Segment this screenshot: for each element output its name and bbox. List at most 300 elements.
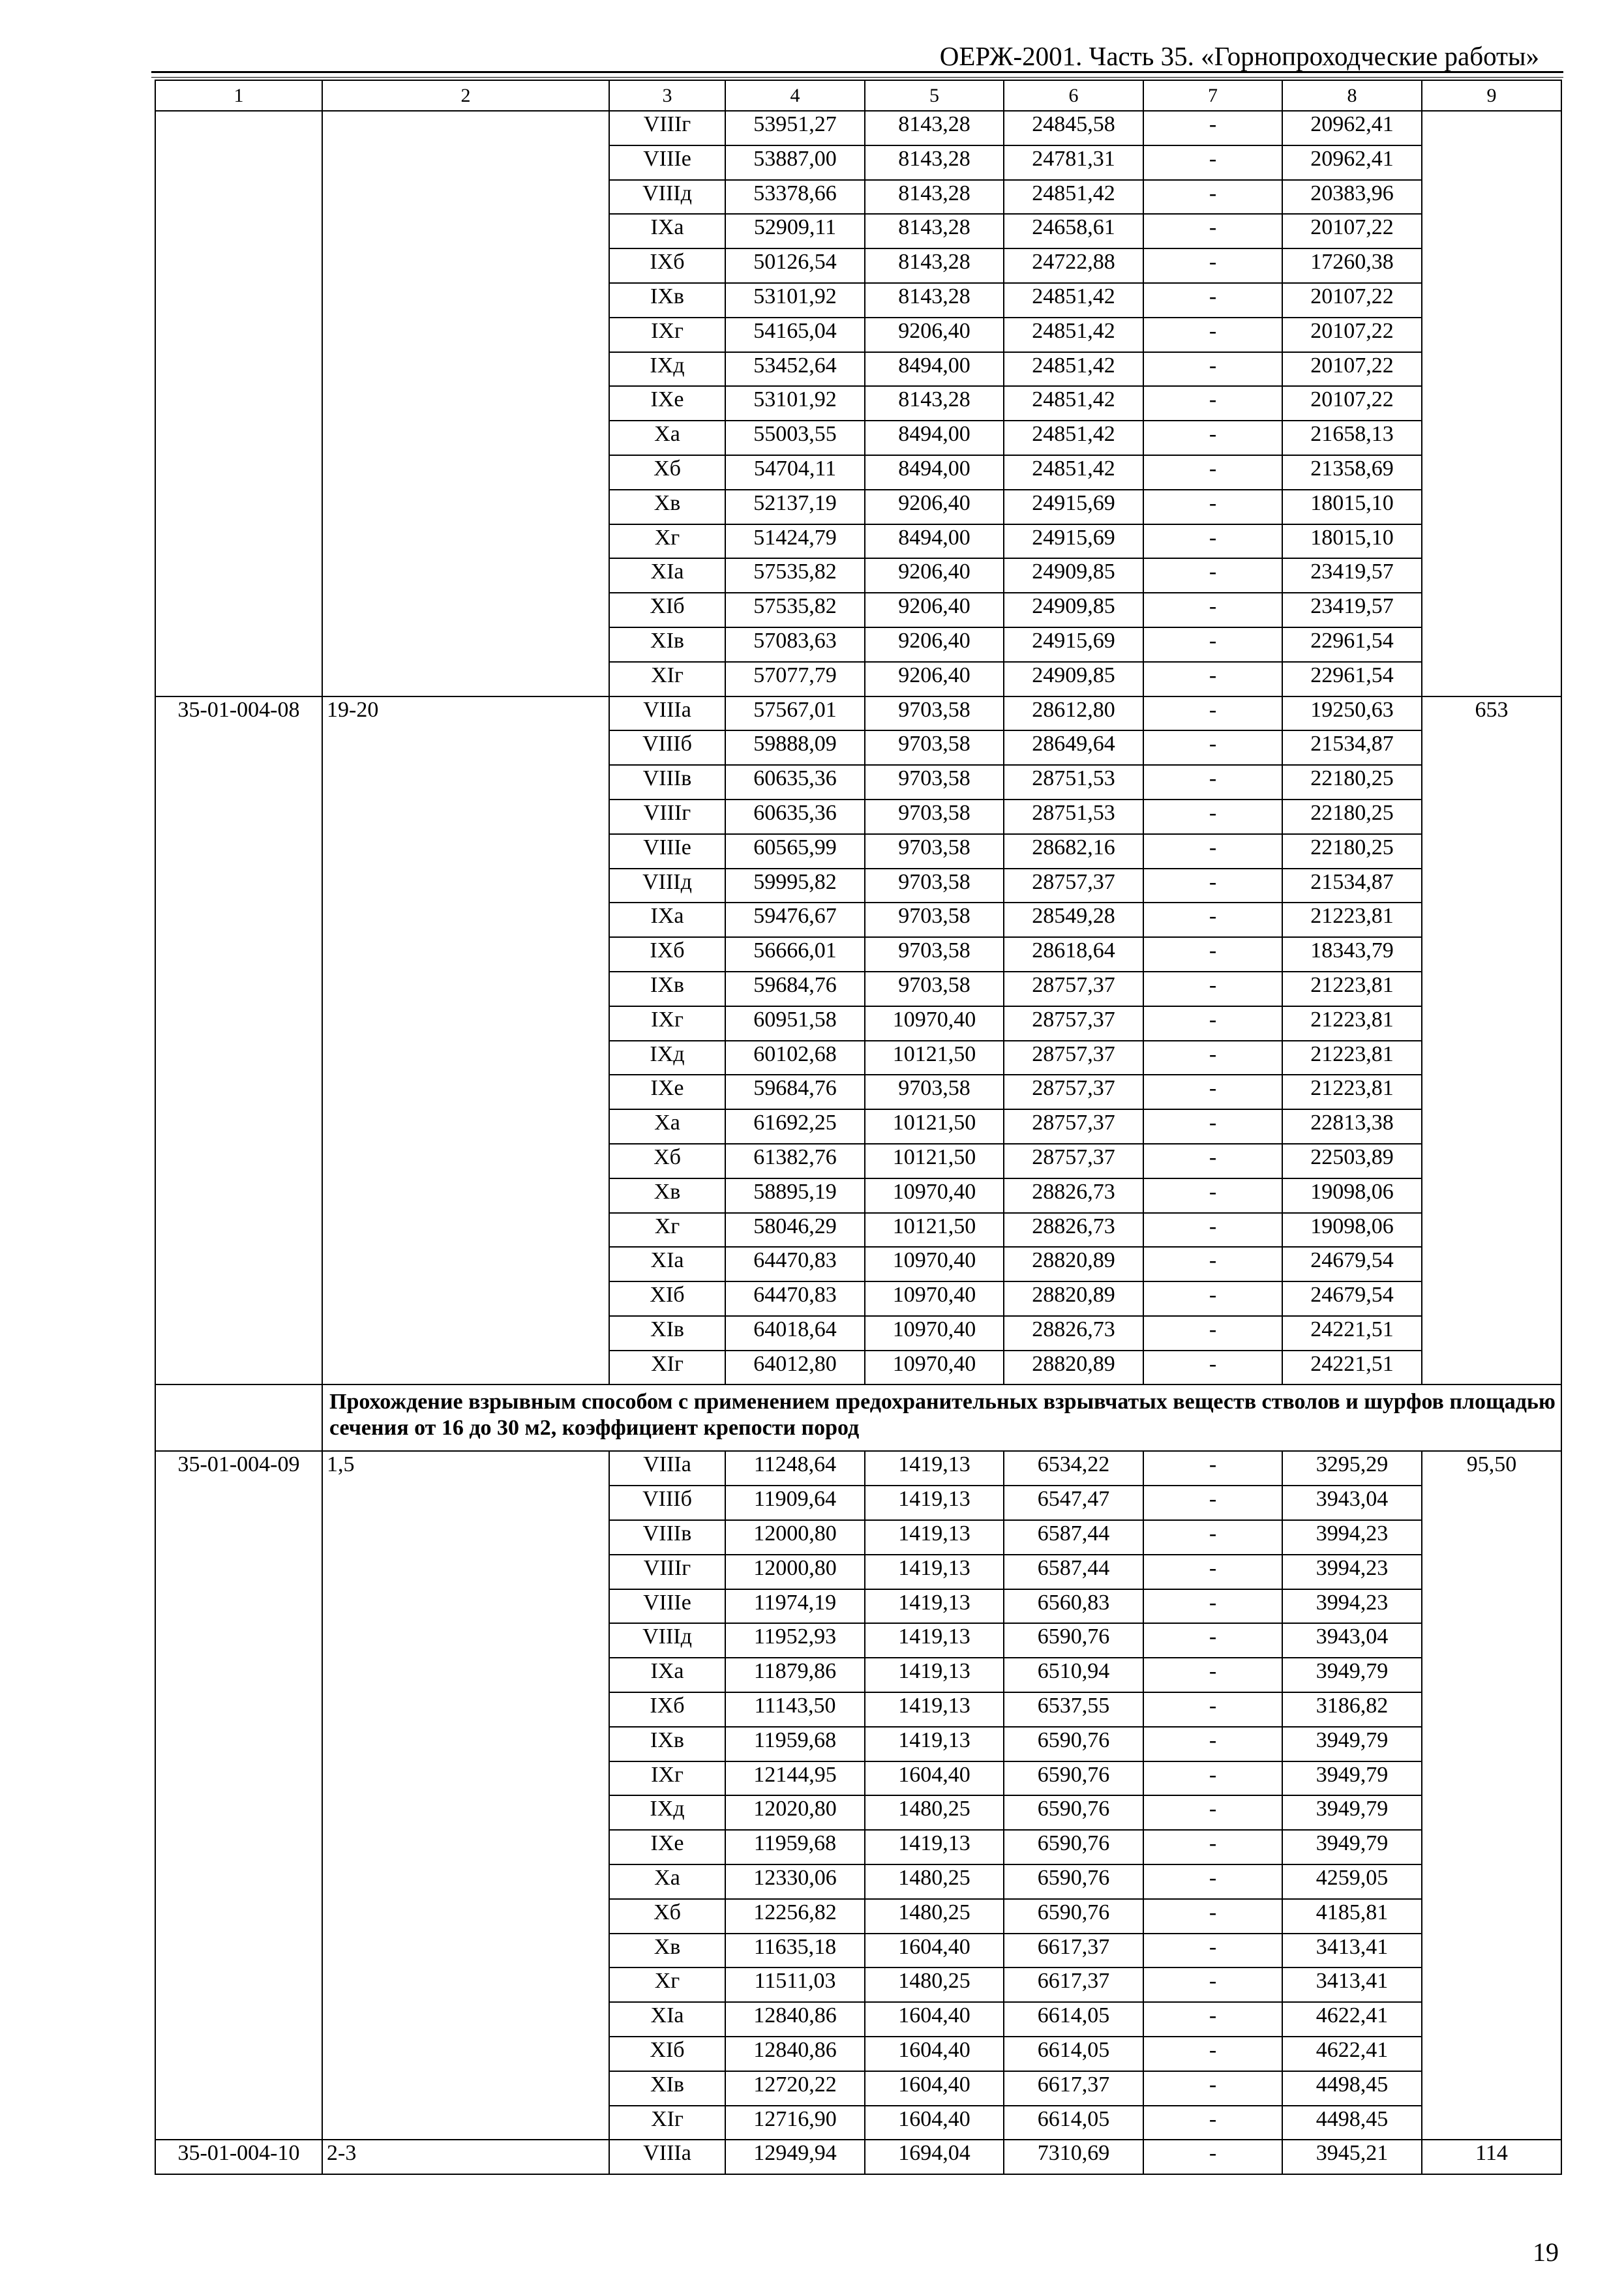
value-cell: 6537,55	[1004, 1692, 1143, 1727]
value-cell: 58895,19	[725, 1178, 865, 1213]
value-cell: 1419,13	[865, 1658, 1004, 1692]
value-cell: 1419,13	[865, 1486, 1004, 1520]
value-cell: 55003,55	[725, 421, 865, 455]
value-cell: 9206,40	[865, 627, 1004, 662]
col9-cell	[1422, 1109, 1561, 1144]
rock-class-cell: XIг	[609, 662, 725, 696]
value-cell: -	[1143, 1967, 1282, 2002]
param-cell	[322, 1727, 609, 1761]
col9-cell: 653	[1422, 696, 1561, 731]
value-cell: 20962,41	[1282, 145, 1422, 180]
value-cell: 12330,06	[725, 1864, 865, 1899]
value-cell: 24845,58	[1004, 111, 1143, 145]
table-row	[155, 1109, 1561, 1144]
table-row	[155, 903, 1561, 937]
value-cell: 28751,53	[1004, 765, 1143, 800]
table-row	[155, 1281, 1561, 1316]
value-cell: 6590,76	[1004, 1830, 1143, 1864]
param-cell	[322, 111, 609, 145]
rock-class-cell: VIIIб	[609, 1486, 725, 1520]
rock-class-cell: Xв	[609, 490, 725, 524]
param-cell	[322, 1144, 609, 1178]
table-row	[155, 1761, 1561, 1796]
value-cell: -	[1143, 1795, 1282, 1830]
table-row	[155, 937, 1561, 972]
value-cell: 59684,76	[725, 972, 865, 1006]
value-cell: 11635,18	[725, 1934, 865, 1968]
rock-class-cell: IXв	[609, 972, 725, 1006]
value-cell: 56666,01	[725, 937, 865, 972]
rock-class-cell: XIа	[609, 2002, 725, 2037]
value-cell: 12000,80	[725, 1520, 865, 1555]
value-cell: 24851,42	[1004, 455, 1143, 490]
code-cell	[155, 2002, 322, 2037]
rock-class-cell: IXа	[609, 903, 725, 937]
value-cell: 24679,54	[1282, 1281, 1422, 1316]
value-cell: 12020,80	[725, 1795, 865, 1830]
rock-class-cell: VIIIе	[609, 834, 725, 869]
rock-class-cell: IXа	[609, 214, 725, 248]
value-cell: 53951,27	[725, 111, 865, 145]
value-cell: 22961,54	[1282, 627, 1422, 662]
value-cell: -	[1143, 352, 1282, 387]
value-cell: 12000,80	[725, 1555, 865, 1589]
table-row	[155, 696, 1561, 731]
value-cell: 18015,10	[1282, 490, 1422, 524]
table-row	[155, 1623, 1561, 1658]
table-row	[155, 1589, 1561, 1624]
param-cell	[322, 1041, 609, 1075]
value-cell: 20962,41	[1282, 111, 1422, 145]
param-cell	[322, 937, 609, 972]
param-cell	[322, 1109, 609, 1144]
code-cell	[155, 248, 322, 283]
value-cell: 24915,69	[1004, 524, 1143, 559]
rock-class-cell: XIб	[609, 2037, 725, 2071]
param-cell	[322, 869, 609, 903]
code-cell	[155, 1144, 322, 1178]
param-cell	[322, 662, 609, 696]
param-cell	[322, 593, 609, 627]
table-row	[155, 1864, 1561, 1899]
value-cell: 54165,04	[725, 318, 865, 352]
value-cell: 24658,61	[1004, 214, 1143, 248]
value-cell: 64018,64	[725, 1316, 865, 1351]
value-cell: 10970,40	[865, 1351, 1004, 1385]
param-cell	[322, 730, 609, 765]
value-cell: 1480,25	[865, 1795, 1004, 1830]
value-cell: 10970,40	[865, 1006, 1004, 1041]
value-cell: 28757,37	[1004, 1144, 1143, 1178]
rock-class-cell: XIг	[609, 2106, 725, 2140]
value-cell: -	[1143, 1555, 1282, 1589]
table-row	[155, 1899, 1561, 1934]
code-cell	[155, 869, 322, 903]
param-cell	[322, 1006, 609, 1041]
code-cell	[155, 1899, 322, 1934]
value-cell: -	[1143, 1109, 1282, 1144]
col9-cell	[1422, 1727, 1561, 1761]
table-row	[155, 145, 1561, 180]
column-header: 8	[1282, 80, 1422, 111]
value-cell: 11143,50	[725, 1692, 865, 1727]
value-cell: 6510,94	[1004, 1658, 1143, 1692]
value-cell: 20383,96	[1282, 180, 1422, 215]
value-cell: 21223,81	[1282, 1006, 1422, 1041]
value-cell: 6560,83	[1004, 1589, 1143, 1624]
code-cell	[155, 1761, 322, 1796]
col9-cell	[1422, 2002, 1561, 2037]
rock-class-cell: Xа	[609, 421, 725, 455]
col9-cell	[1422, 1486, 1561, 1520]
value-cell: 12720,22	[725, 2071, 865, 2106]
value-cell: 8143,28	[865, 386, 1004, 421]
value-cell: 8143,28	[865, 248, 1004, 283]
col9-cell	[1422, 1864, 1561, 1899]
value-cell: -	[1143, 869, 1282, 903]
code-cell	[155, 937, 322, 972]
value-cell: 9206,40	[865, 490, 1004, 524]
value-cell: 59684,76	[725, 1075, 865, 1109]
code-cell	[155, 1006, 322, 1041]
code-cell	[155, 1934, 322, 1968]
value-cell: 1419,13	[865, 1451, 1004, 1486]
code-cell	[155, 2037, 322, 2071]
col9-cell	[1422, 318, 1561, 352]
value-cell: 6590,76	[1004, 1795, 1143, 1830]
table-row	[155, 1727, 1561, 1761]
code-cell	[155, 1864, 322, 1899]
value-cell: 3994,23	[1282, 1520, 1422, 1555]
value-cell: 1604,40	[865, 2106, 1004, 2140]
param-cell	[322, 1967, 609, 2002]
param-cell	[322, 1247, 609, 1281]
value-cell: 24781,31	[1004, 145, 1143, 180]
code-cell	[155, 1178, 322, 1213]
rock-class-cell: IXд	[609, 352, 725, 387]
param-cell	[322, 455, 609, 490]
value-cell: -	[1143, 1692, 1282, 1727]
rock-class-cell: VIIIд	[609, 1623, 725, 1658]
value-cell: -	[1143, 1144, 1282, 1178]
rock-class-cell: XIб	[609, 593, 725, 627]
code-cell	[155, 1316, 322, 1351]
param-cell	[322, 1178, 609, 1213]
value-cell: 6587,44	[1004, 1555, 1143, 1589]
col9-cell	[1422, 937, 1561, 972]
value-cell: 24851,42	[1004, 180, 1143, 215]
value-cell: 12256,82	[725, 1899, 865, 1934]
value-cell: 52909,11	[725, 214, 865, 248]
value-cell: 24679,54	[1282, 1247, 1422, 1281]
value-cell: 4622,41	[1282, 2002, 1422, 2037]
page-header: ОЕРЖ-2001. Часть 35. «Горнопроходческие работы»	[939, 41, 1539, 71]
col9-cell	[1422, 903, 1561, 937]
value-cell: 8143,28	[865, 180, 1004, 215]
col9-cell	[1422, 1692, 1561, 1727]
value-cell: 1419,13	[865, 1727, 1004, 1761]
value-cell: 11248,64	[725, 1451, 865, 1486]
code-cell	[155, 455, 322, 490]
value-cell: 1480,25	[865, 1899, 1004, 1934]
value-cell: 28826,73	[1004, 1178, 1143, 1213]
param-cell	[322, 1589, 609, 1624]
value-cell: 3949,79	[1282, 1727, 1422, 1761]
col9-cell	[1422, 1281, 1561, 1316]
table-row	[155, 2106, 1561, 2140]
code-cell	[155, 1555, 322, 1589]
section-title: Прохождение взрывным способом с применением предохранительных взрывчатых веществ стволов и шурфов площадью сечения от 16 до 30 м2, коэффициент крепости пород	[322, 1384, 1561, 1451]
param-cell	[322, 490, 609, 524]
value-cell: -	[1143, 1006, 1282, 1041]
column-header: 4	[725, 80, 865, 111]
column-number-row	[155, 80, 1561, 111]
table-row	[155, 1178, 1561, 1213]
col9-cell	[1422, 352, 1561, 387]
value-cell: -	[1143, 180, 1282, 215]
code-cell	[155, 662, 322, 696]
rock-class-cell: IXб	[609, 937, 725, 972]
value-cell: 3295,29	[1282, 1451, 1422, 1486]
rock-class-cell: VIIIг	[609, 800, 725, 834]
value-cell: -	[1143, 1486, 1282, 1520]
code-cell: 35-01-004-10	[155, 2140, 322, 2174]
rock-class-cell: Xг	[609, 524, 725, 559]
col9-cell	[1422, 1899, 1561, 1934]
param-cell	[322, 558, 609, 593]
value-cell: 6534,22	[1004, 1451, 1143, 1486]
value-cell: 10121,50	[865, 1144, 1004, 1178]
value-cell: 28757,37	[1004, 972, 1143, 1006]
value-cell: 3943,04	[1282, 1623, 1422, 1658]
rock-class-cell: IXд	[609, 1041, 725, 1075]
code-cell	[155, 1486, 322, 1520]
value-cell: -	[1143, 1761, 1282, 1796]
column-header: 6	[1004, 80, 1143, 111]
value-cell: 28820,89	[1004, 1247, 1143, 1281]
value-cell: 21223,81	[1282, 1075, 1422, 1109]
table-row	[155, 524, 1561, 559]
code-cell	[155, 1075, 322, 1109]
column-header: 3	[609, 80, 725, 111]
value-cell: 1694,04	[865, 2140, 1004, 2174]
value-cell: 24722,88	[1004, 248, 1143, 283]
rock-class-cell: IXб	[609, 248, 725, 283]
value-cell: -	[1143, 386, 1282, 421]
value-cell: 60565,99	[725, 834, 865, 869]
rock-class-cell: Xб	[609, 455, 725, 490]
value-cell: 9206,40	[865, 593, 1004, 627]
value-cell: 53452,64	[725, 352, 865, 387]
table-row	[155, 1658, 1561, 1692]
value-cell: 12840,86	[725, 2037, 865, 2071]
param-cell	[322, 765, 609, 800]
rock-class-cell: IXд	[609, 1795, 725, 1830]
value-cell: 50126,54	[725, 248, 865, 283]
col9-cell	[1422, 627, 1561, 662]
value-cell: 9703,58	[865, 972, 1004, 1006]
value-cell: 11909,64	[725, 1486, 865, 1520]
code-cell	[155, 800, 322, 834]
value-cell: 61692,25	[725, 1109, 865, 1144]
value-cell: 19098,06	[1282, 1178, 1422, 1213]
value-cell: 17260,38	[1282, 248, 1422, 283]
value-cell: 8143,28	[865, 111, 1004, 145]
value-cell: 53101,92	[725, 283, 865, 318]
value-cell: 4498,45	[1282, 2106, 1422, 2140]
value-cell: 28757,37	[1004, 1006, 1143, 1041]
col9-cell	[1422, 1934, 1561, 1968]
value-cell: 58046,29	[725, 1213, 865, 1248]
rock-class-cell: VIIIд	[609, 869, 725, 903]
param-cell	[322, 1899, 609, 1934]
code-cell	[155, 111, 322, 145]
section-title-row	[155, 1384, 1561, 1451]
param-cell	[322, 1692, 609, 1727]
value-cell: 28612,80	[1004, 696, 1143, 731]
value-cell: -	[1143, 283, 1282, 318]
value-cell: 1419,13	[865, 1520, 1004, 1555]
column-header: 2	[322, 80, 609, 111]
rock-class-cell: IXа	[609, 1658, 725, 1692]
table-row	[155, 558, 1561, 593]
value-cell: 24851,42	[1004, 318, 1143, 352]
value-cell: -	[1143, 1899, 1282, 1934]
param-cell	[322, 352, 609, 387]
table-row	[155, 627, 1561, 662]
code-cell	[155, 1692, 322, 1727]
value-cell: -	[1143, 1281, 1282, 1316]
col9-cell: 95,50	[1422, 1451, 1561, 1486]
value-cell: -	[1143, 2106, 1282, 2140]
col9-cell	[1422, 2106, 1561, 2140]
table-row	[155, 421, 1561, 455]
param-cell	[322, 1934, 609, 1968]
col9-cell	[1422, 800, 1561, 834]
value-cell: 9703,58	[865, 765, 1004, 800]
value-cell: 12840,86	[725, 2002, 865, 2037]
value-cell: 6617,37	[1004, 2071, 1143, 2106]
code-cell: 35-01-004-09	[155, 1451, 322, 1486]
value-cell: 24915,69	[1004, 490, 1143, 524]
rock-class-cell: Xг	[609, 1213, 725, 1248]
table-row	[155, 1934, 1561, 1968]
value-cell: 3945,21	[1282, 2140, 1422, 2174]
value-cell: 21658,13	[1282, 421, 1422, 455]
col9-cell	[1422, 662, 1561, 696]
table-row	[155, 1006, 1561, 1041]
value-cell: -	[1143, 730, 1282, 765]
value-cell: 11952,93	[725, 1623, 865, 1658]
rock-class-cell: VIIIг	[609, 1555, 725, 1589]
value-cell: 23419,57	[1282, 593, 1422, 627]
code-cell	[155, 490, 322, 524]
code-cell	[155, 524, 322, 559]
value-cell: 6617,37	[1004, 1967, 1143, 2002]
value-cell: 28649,64	[1004, 730, 1143, 765]
rock-class-cell: IXв	[609, 1727, 725, 1761]
value-cell: 23419,57	[1282, 558, 1422, 593]
code-cell	[155, 318, 322, 352]
table-row	[155, 1041, 1561, 1075]
code-cell	[155, 1589, 322, 1624]
code-cell	[155, 593, 322, 627]
value-cell: 11879,86	[725, 1658, 865, 1692]
col9-cell	[1422, 1658, 1561, 1692]
code-cell	[155, 834, 322, 869]
code-cell	[155, 1041, 322, 1075]
value-cell: 6614,05	[1004, 2106, 1143, 2140]
value-cell: -	[1143, 593, 1282, 627]
value-cell: 24851,42	[1004, 283, 1143, 318]
value-cell: -	[1143, 662, 1282, 696]
value-cell: 6590,76	[1004, 1761, 1143, 1796]
col9-cell	[1422, 490, 1561, 524]
code-cell	[155, 627, 322, 662]
value-cell: 3943,04	[1282, 1486, 1422, 1520]
param-cell	[322, 524, 609, 559]
value-cell: 10970,40	[865, 1316, 1004, 1351]
rock-class-cell: Xг	[609, 1967, 725, 2002]
value-cell: 1604,40	[865, 1934, 1004, 1968]
table-row	[155, 1144, 1561, 1178]
table-row	[155, 1967, 1561, 2002]
value-cell: 6547,47	[1004, 1486, 1143, 1520]
rock-class-cell: XIв	[609, 2071, 725, 2106]
param-cell	[322, 1830, 609, 1864]
col9-cell	[1422, 2037, 1561, 2071]
param-cell	[322, 1281, 609, 1316]
rock-class-cell: XIа	[609, 558, 725, 593]
rock-class-cell: VIIIг	[609, 111, 725, 145]
table-row	[155, 1795, 1561, 1830]
value-cell: 1419,13	[865, 1555, 1004, 1589]
col9-cell	[1422, 558, 1561, 593]
value-cell: 24915,69	[1004, 627, 1143, 662]
code-cell	[155, 386, 322, 421]
value-cell: -	[1143, 1830, 1282, 1864]
rock-class-cell: XIв	[609, 627, 725, 662]
header-rule-thin	[151, 77, 1563, 78]
value-cell: 57535,82	[725, 558, 865, 593]
value-cell: 1480,25	[865, 1967, 1004, 2002]
value-cell: -	[1143, 1451, 1282, 1486]
rock-class-cell: Xб	[609, 1899, 725, 1934]
param-cell	[322, 386, 609, 421]
code-cell	[155, 1658, 322, 1692]
value-cell: 9703,58	[865, 730, 1004, 765]
value-cell: 60102,68	[725, 1041, 865, 1075]
table-row	[155, 455, 1561, 490]
rock-class-cell: Xв	[609, 1934, 725, 1968]
param-cell	[322, 1520, 609, 1555]
col9-cell	[1422, 1761, 1561, 1796]
value-cell: 59476,67	[725, 903, 865, 937]
col9-cell	[1422, 1075, 1561, 1109]
rock-class-cell: VIIIе	[609, 1589, 725, 1624]
value-cell: -	[1143, 1351, 1282, 1385]
table-row	[155, 111, 1561, 145]
value-cell: 6590,76	[1004, 1623, 1143, 1658]
rock-class-cell: VIIIе	[609, 145, 725, 180]
value-cell: 9703,58	[865, 696, 1004, 731]
value-cell: -	[1143, 1316, 1282, 1351]
rock-class-cell: IXб	[609, 1692, 725, 1727]
header-rule	[151, 71, 1563, 73]
value-cell: -	[1143, 1658, 1282, 1692]
code-cell	[155, 558, 322, 593]
value-cell: 22180,25	[1282, 765, 1422, 800]
